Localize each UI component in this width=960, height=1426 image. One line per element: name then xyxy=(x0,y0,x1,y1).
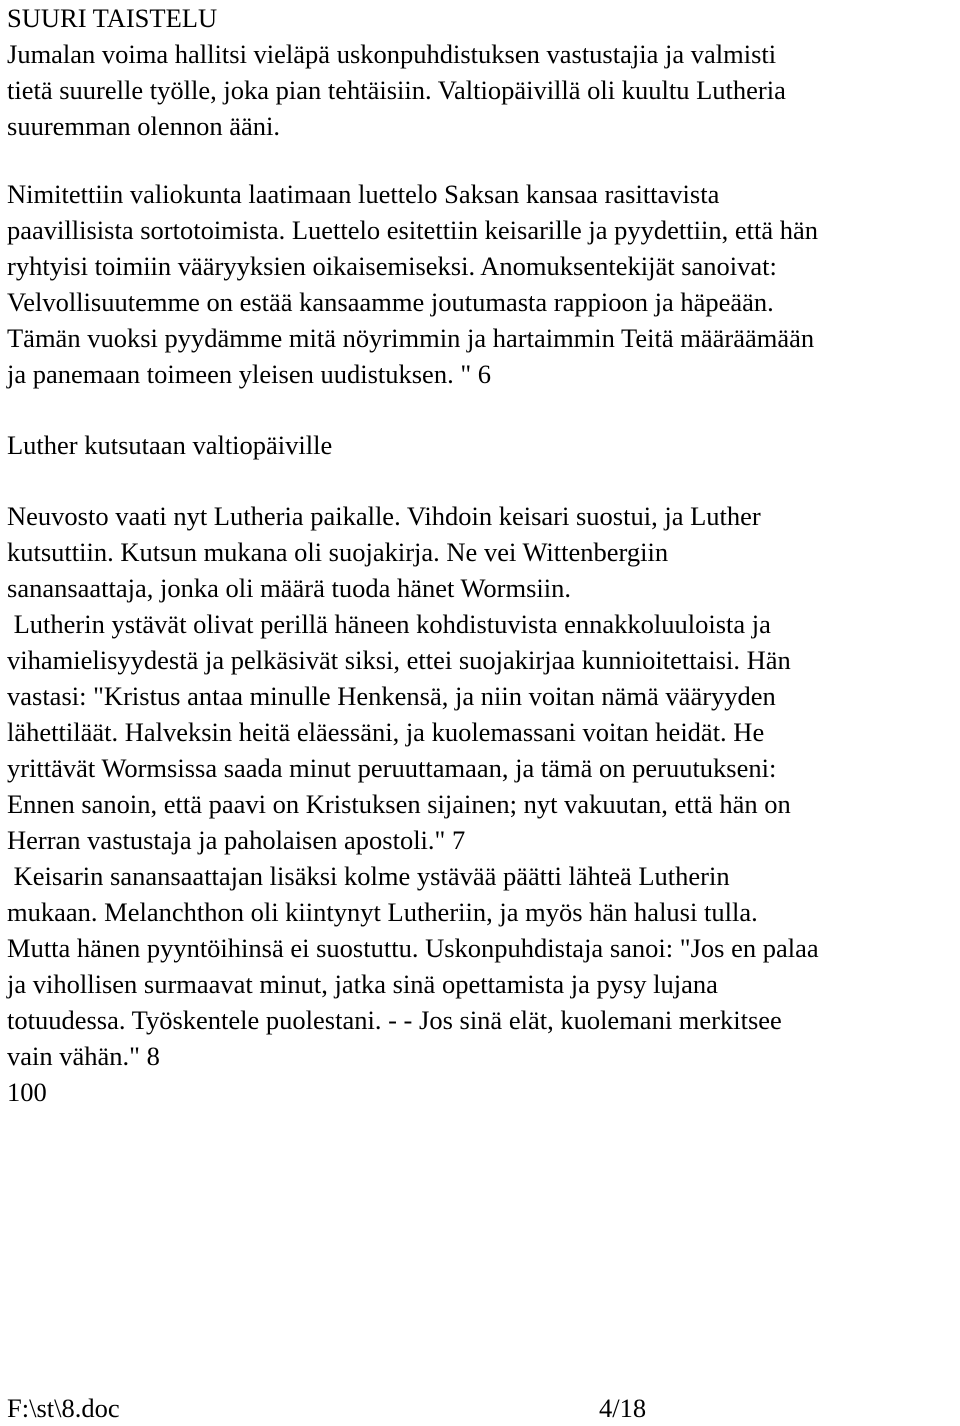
page-number-in-text: 100 xyxy=(7,1077,47,1107)
section-heading-text: Luther kutsutaan valtiopäiville xyxy=(7,430,333,460)
paragraph-line: ja panemaan toimeen yleisen uudistuksen. " 6 xyxy=(7,359,492,389)
paragraph-line: suuremman olennon ääni. xyxy=(7,111,281,141)
paragraph-line: Velvollisuutemme on estää kansaamme joutumasta rappioon ja häpeään. xyxy=(7,287,774,317)
paragraph-line: mukaan. Melanchthon oli kiintynyt Lutheriin, ja myös hän halusi tulla. xyxy=(7,897,758,927)
paragraph-line: totuudessa. Työskentele puolestani. - - Jos sinä elät, kuolemani merkitsee xyxy=(7,1005,782,1035)
footer-page-number: 4/18 xyxy=(599,1393,647,1423)
paragraph-line: vihamielisyydestä ja pelkäsivät siksi, ettei suojakirjaa kunnioitettaisi. Hän xyxy=(7,645,791,675)
paragraph-line: Mutta hänen pyyntöihinsä ei suostuttu. Uskonpuhdistaja sanoi: "Jos en palaa xyxy=(7,933,819,963)
paragraph-line: Herran vastustaja ja paholaisen apostoli." 7 xyxy=(7,825,466,855)
paragraph-line: paavillisista sortotoimista. Luettelo esitettiin keisarille ja pyydettiin, että hän xyxy=(7,215,819,245)
paragraph-line: vain vähän." 8 xyxy=(7,1041,160,1071)
footer-file-path: F:\st\8.doc xyxy=(7,1393,120,1423)
paragraph-line: kutsuttiin. Kutsun mukana oli suojakirja. Ne vei Wittenbergiin xyxy=(7,537,669,567)
document-title: SUURI TAISTELU xyxy=(7,3,218,33)
paragraph-line: Nimitettiin valiokunta laatimaan luettelo Saksan kansaa rasittavista xyxy=(7,179,720,209)
paragraph-summons xyxy=(7,498,960,1110)
paragraph-line: ja vihollisen surmaavat minut, jatka sinä opettamista ja pysy lujana xyxy=(7,969,718,999)
paragraph-line: Jumalan voima hallitsi vieläpä uskonpuhdistuksen vastustajia ja valmisti xyxy=(7,39,777,69)
paragraph-line: yrittävät Wormsissa saada minut peruuttamaan, ja tämä on peruutukseni: xyxy=(7,753,777,783)
paragraph-committee xyxy=(7,176,960,392)
paragraph-line: Keisarin sanansaattajan lisäksi kolme ystävää päätti lähteä Lutherin xyxy=(7,861,730,891)
paragraph-line: ryhtyisi toimiin vääryyksien oikaisemiseksi. Anomuksentekijät sanoivat: xyxy=(7,251,777,281)
section-heading xyxy=(7,427,960,463)
paragraph-line: Lutherin ystävät olivat perillä häneen kohdistuvista ennakkoluuloista ja xyxy=(7,609,771,639)
paragraph-line: sanansaattaja, jonka oli määrä tuoda hänet Wormsiin. xyxy=(7,573,572,603)
paragraph-line: Neuvosto vaati nyt Lutheria paikalle. Vihdoin keisari suostui, ja Luther xyxy=(7,501,761,531)
paragraph-line: Ennen sanoin, että paavi on Kristuksen sijainen; nyt vakuutan, että hän on xyxy=(7,789,791,819)
title-and-intro xyxy=(7,0,960,144)
paragraph-line: Tämän vuoksi pyydämme mitä nöyrimmin ja hartaimmin Teitä määräämään xyxy=(7,323,815,353)
paragraph-line: tietä suurelle työlle, joka pian tehtäisiin. Valtiopäivillä oli kuultu Lutheria xyxy=(7,75,786,105)
paragraph-line: vastasi: "Kristus antaa minulle Henkensä, ja niin voitan nämä vääryyden xyxy=(7,681,776,711)
paragraph-line: lähettiläät. Halveksin heitä eläessäni, ja kuolemassani voitan heidät. He xyxy=(7,717,765,747)
